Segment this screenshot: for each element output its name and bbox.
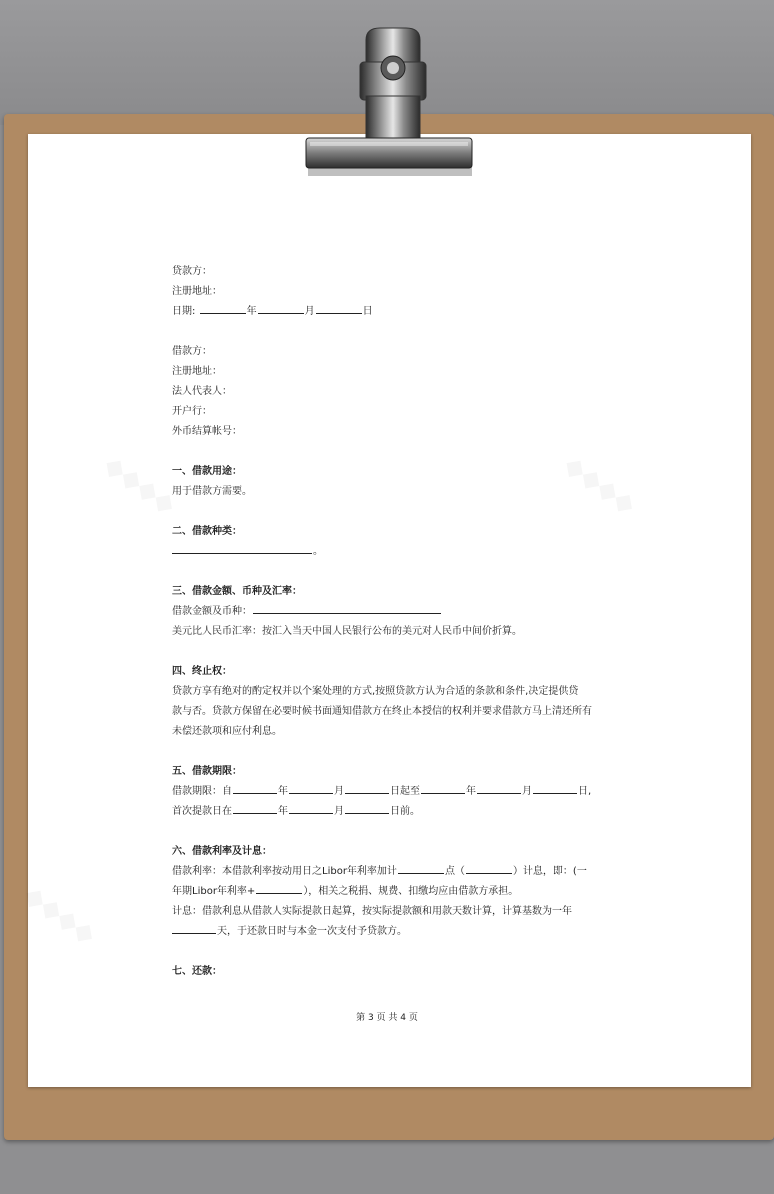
interest-calc-line: 计息：借款利息从借款人实际提款日起算，按实际提款额和用款天数计算，计算基数为一年 xyxy=(172,906,572,917)
year-label: 年 xyxy=(278,786,288,797)
termination-line-2: 款与否。贷款方保留在必要时候书面通知借款方在终止本授信的权利并要求借款方马上清还所有 xyxy=(172,706,592,717)
rate-label: 借款利率：本借款利率按动用日之Libor年利率加计 xyxy=(172,866,397,877)
lender-label: 贷款方： xyxy=(172,266,212,277)
interest-end-text: 天，于还款日时与本金一次支付予贷款方。 xyxy=(217,926,407,937)
period-mark: 。 xyxy=(313,546,323,557)
period-label: 借款期限：自 xyxy=(172,786,232,797)
end-day-blank xyxy=(533,782,577,794)
year-label: 年 xyxy=(466,786,476,797)
day-blank xyxy=(316,302,362,314)
borrower-address-line xyxy=(172,362,612,382)
first-draw-line xyxy=(172,802,612,822)
binder-clip-icon xyxy=(0,0,774,190)
first-draw-end: 日前。 xyxy=(390,806,420,817)
start-month-blank xyxy=(289,782,333,794)
amount-label: 借款金额及币种： xyxy=(172,606,252,617)
draw-year-blank xyxy=(233,802,277,814)
exchange-rate-text: 美元比人民币汇率：按汇入当天中国人民银行公布的美元对人民币中间价折算。 xyxy=(172,626,522,637)
start-day-blank xyxy=(345,782,389,794)
draw-day-blank xyxy=(345,802,389,814)
rate-end-label: ）计息，即：(一 xyxy=(512,866,587,877)
bank-line xyxy=(172,402,612,422)
month-label: 月 xyxy=(334,786,344,797)
date-label: 日期: xyxy=(172,306,196,317)
start-year-blank xyxy=(233,782,277,794)
year-label: 年 xyxy=(278,806,288,817)
termination-line-3: 未偿还款项和应付利息。 xyxy=(172,726,282,737)
borrower-line xyxy=(172,342,612,362)
interest-rate-line-2 xyxy=(172,882,612,902)
legal-rep-label: 法人代表人： xyxy=(172,386,232,397)
section-6-heading: 六、借款利率及计息： xyxy=(172,846,272,857)
points-blank xyxy=(398,862,444,874)
year-blank xyxy=(200,302,246,314)
section-4-heading: 四、终止权： xyxy=(172,666,232,677)
month-label: 月 xyxy=(334,806,344,817)
date-line xyxy=(172,302,612,322)
days-blank xyxy=(172,922,216,934)
section-3-heading: 三、借款金额、币种及汇率： xyxy=(172,586,302,597)
section-2-blank-line xyxy=(172,542,612,562)
amount-line xyxy=(172,602,612,622)
section-2-heading: 二、借款种类： xyxy=(172,526,242,537)
section-7-heading: 七、还款： xyxy=(172,966,222,977)
interest-rate-line-1 xyxy=(172,862,612,882)
borrower-label: 借款方： xyxy=(172,346,212,357)
first-draw-label: 首次提款日在 xyxy=(172,806,232,817)
fx-account-line xyxy=(172,422,612,442)
libor-label: 年期Libor年利率+ xyxy=(172,886,256,897)
termination-line-1: 贷款方享有绝对的酌定权并以个案处理的方式,按照贷款方认为合适的条款和条件,决定提供贷 xyxy=(172,686,579,697)
lender-line xyxy=(172,262,612,282)
borrower-address-label: 注册地址： xyxy=(172,366,222,377)
loan-type-blank xyxy=(172,542,312,554)
libor-plus-blank xyxy=(256,882,302,894)
month-label: 月 xyxy=(522,786,532,797)
day-label: 日 xyxy=(362,306,373,317)
day-from-label: 日起至 xyxy=(390,786,420,797)
draw-month-blank xyxy=(289,802,333,814)
month-label: 月 xyxy=(304,306,315,317)
bank-label: 开户行： xyxy=(172,406,212,417)
month-blank xyxy=(258,302,304,314)
tax-text: ），相关之税捐、规费、扣缴均应由借款方承担。 xyxy=(303,886,519,897)
amount-blank xyxy=(253,602,441,614)
points-label: 点（ xyxy=(444,866,465,877)
loan-period-line xyxy=(172,782,612,802)
lender-address-label: 注册地址： xyxy=(172,286,222,297)
points-words-blank xyxy=(466,862,512,874)
section-1-heading: 一、借款用途： xyxy=(172,466,242,477)
end-month-blank xyxy=(477,782,521,794)
fx-account-label: 外币结算帐号： xyxy=(172,426,242,437)
legal-rep-line xyxy=(172,382,612,402)
interest-days-line xyxy=(172,922,612,942)
section-5-heading: 五、借款期限： xyxy=(172,766,242,777)
day-end-label: 日, xyxy=(578,786,592,797)
page-footer: 第 3 页 共 4 页 xyxy=(356,1013,418,1023)
year-label: 年 xyxy=(246,306,257,317)
lender-address-line xyxy=(172,282,612,302)
contract-document xyxy=(172,262,612,982)
end-year-blank xyxy=(421,782,465,794)
section-1-text: 用于借款方需要。 xyxy=(172,486,252,497)
